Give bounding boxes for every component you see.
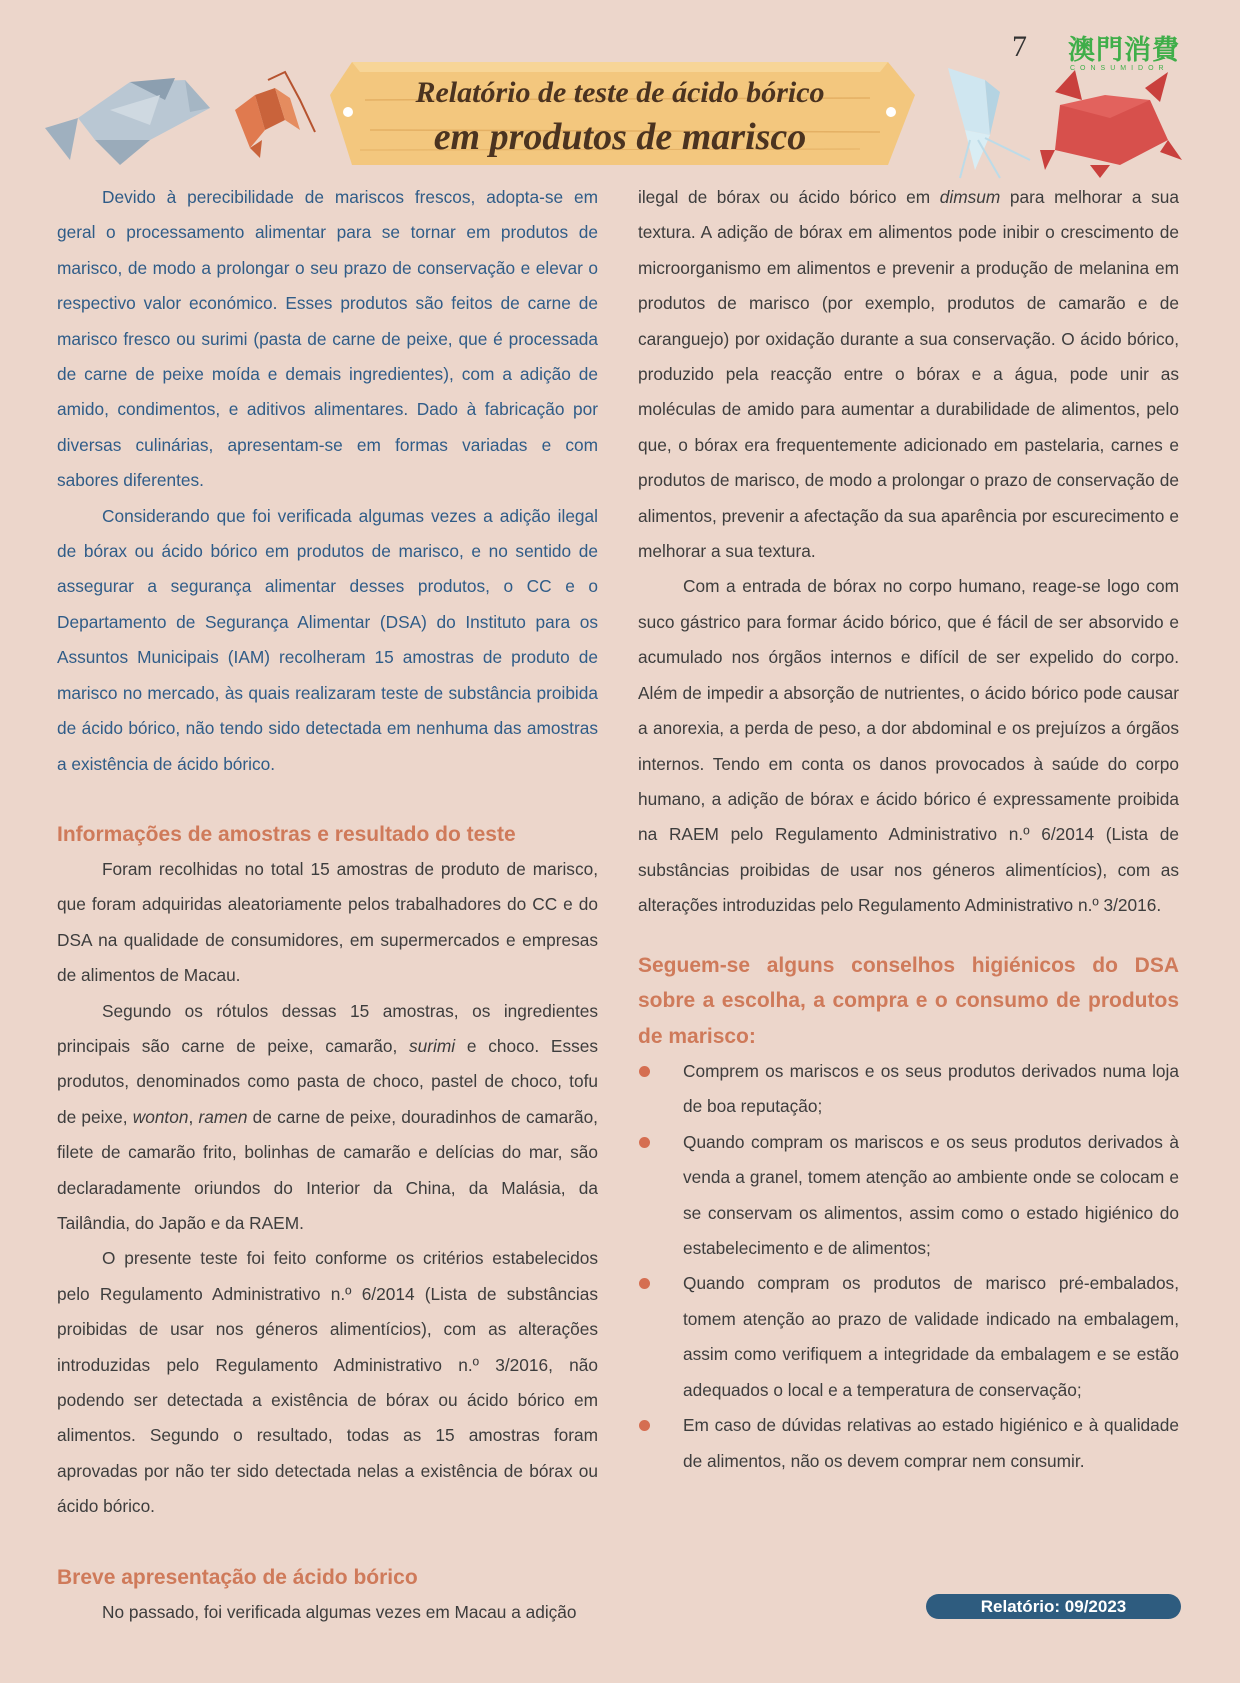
bullet-dot-icon <box>639 1137 650 1148</box>
right-column <box>638 180 1179 1479</box>
advice-list <box>638 1054 1179 1479</box>
bullet-dot-icon <box>639 1278 650 1289</box>
consumer-council-logo <box>1068 36 1184 76</box>
section-heading-samples: Informações de amostras e resultado do teste <box>57 822 516 846</box>
health-effects-paragraph: Com a entrada de bórax no corpo humano, reage-se logo com suco gástrico para formar ácido bórico, que é fácil de ser absorvido e acumulado nos órgãos internos e difícil de ser expelido do corpo. Além de impedir a absorção de nutrientes, o ácido bórico pode causar a anorexia, a perda de peso, a dor abdominal e os prejuízos a órgãos internos. Tendo em conta os danos provocados à saúde do corpo humano, a adição de bórax e ácido bórico é expressamente proibida na RAEM pelo Regulamento Administrativo n.º 6/2014 (Lista de substâncias proibidas de usar nos géneros alimentícios), com as alterações introduzidas pelo Regulamento Administrativo n.º 3/2016. <box>638 576 1179 916</box>
shrimp-icon <box>235 72 315 158</box>
logo-text: 澳門消費 <box>1068 35 1180 66</box>
list-item: Comprem os mariscos e os seus produtos derivados numa loja de boa reputação; <box>638 1054 1179 1125</box>
samples-paragraph-2: Segundo os rótulos dessas 15 amostras, os ingredientes principais são carne de peixe, camarão, surimi e choco. Esses produtos, denominados como pasta de choco, pastel de choco, tofu de peixe, wonton, ramen de carne de peixe, douradinhos de camarão, filete de camarão frito, bolinhas de camarão e delícias do mar, são declaradamente oriundos do Interior da China, da Malásia, da Tailândia, do Japão e da RAEM. <box>57 1000 598 1233</box>
list-item: Quando compram os mariscos e os seus produtos derivados à venda a granel, tomem atenção ao ambiente onde se colocam e se conservam os alimentos, assim como o estado higiénico do estabelecimento e de alimentos; <box>638 1125 1179 1267</box>
samples-paragraph-1: Foram recolhidas no total 15 amostras de produto de marisco, que foram adquiridas aleatoriamente pelos trabalhadores do CC e do DSA na qualidade de consumidores, em supermercados e empresas de alimentos de Macau. <box>57 858 598 986</box>
title-line-1: Relatório de teste de ácido bórico <box>415 76 825 109</box>
boric-acid-paragraph-cont: ilegal de bórax ou ácido bórico em dimsum para melhorar a sua textura. A adição de bórax em alimentos pode inibir o crescimento de microorganismo em alimentos e prevenir a produção de melanina em produtos de marisco (por exemplo, produtos de camarão e de caranguejo) por oxidação durante a sua conservação. O ácido bórico, produzido pela reacção entre o bórax e a água, pode unir as moléculas de amido para aumentar a durabilidade de alimentos, pelo que, o bórax era frequentemente adicionado em pastelaria, carnes e produtos de marisco, de modo a prolongar o prazo de conservação de alimentos, prevenir a afectação da sua aparência por escurecimento e melhorar a sua textura. <box>638 187 1179 562</box>
fish-icon <box>45 78 210 165</box>
page-number: 7 <box>1012 30 1027 63</box>
bullet-dot-icon <box>639 1420 650 1431</box>
page-title <box>340 72 900 160</box>
section-heading-boric-acid: Breve apresentação de ácido bórico <box>57 1565 418 1589</box>
logo-subtext: CONSUMIDOR <box>1070 65 1169 72</box>
boric-acid-paragraph-start: No passado, foi verificada algumas vezes em Macau a adição <box>102 1601 577 1622</box>
samples-paragraph-3: O presente teste foi feito conforme os critérios estabelecidos pelo Regulamento Administrativo n.º 6/2014 (Lista de substâncias proibidas de usar nos géneros alimentícios), com as alterações introduzidas pelo Regulamento Administrativo n.º 3/2016, não podendo ser detectada a existência de bórax ou ácido bórico em alimentos. Segundo o resultado, todas as 15 amostras foram aprovadas por não ter sido detectada nelas a existência de bórax ou ácido bórico. <box>57 1248 598 1517</box>
report-number-badge: Relatório: 09/2023 <box>926 1594 1181 1619</box>
squid-icon <box>948 68 1030 178</box>
advice-heading: Seguem-se alguns conselhos higiénicos do DSA sobre a escolha, a compra e o consumo de produtos de marisco: <box>638 953 1179 1048</box>
intro-paragraph-1: Devido à perecibilidade de mariscos frescos, adopta-se em geral o processamento alimentar para se tornar em produtos de marisco, de modo a prolongar o seu prazo de conservação e elevar o respectivo valor económico. Esses produtos são feitos de carne de marisco fresco ou surimi (pasta de carne de peixe, que é processada de carne de peixe moída e demais ingredientes), com a adição de amido, condimentos, e aditivos alimentares. Dado à fabricação por diversas culinárias, apresentam-se em formas variadas e com sabores diferentes. <box>57 187 598 491</box>
title-line-2: em produtos de marisco <box>433 116 807 158</box>
left-column <box>57 180 598 1630</box>
list-item: Em caso de dúvidas relativas ao estado higiénico e à qualidade de alimentos, não os devem comprar nem consumir. <box>638 1408 1179 1479</box>
crab-icon <box>1040 70 1182 178</box>
intro-paragraph-2: Considerando que foi verificada algumas vezes a adição ilegal de bórax ou ácido bórico em produtos de marisco, e no sentido de assegurar a segurança alimentar desses produtos, o CC e o Departamento de Segurança Alimentar (DSA) do Instituto para os Assuntos Municipais (IAM) recolheram 15 amostras de produto de marisco no mercado, às quais realizaram teste de substância proibida de ácido bórico, não tendo sido detectada em nenhuma das amostras a existência de ácido bórico. <box>57 505 598 774</box>
list-item: Quando compram os produtos de marisco pré-embalados, tomem atenção ao prazo de validade indicado na embalagem, assim como verifiquem a integridade da embalagem e se estão adequados o local e a temperatura de conservação; <box>638 1266 1179 1408</box>
bullet-dot-icon <box>639 1066 650 1077</box>
